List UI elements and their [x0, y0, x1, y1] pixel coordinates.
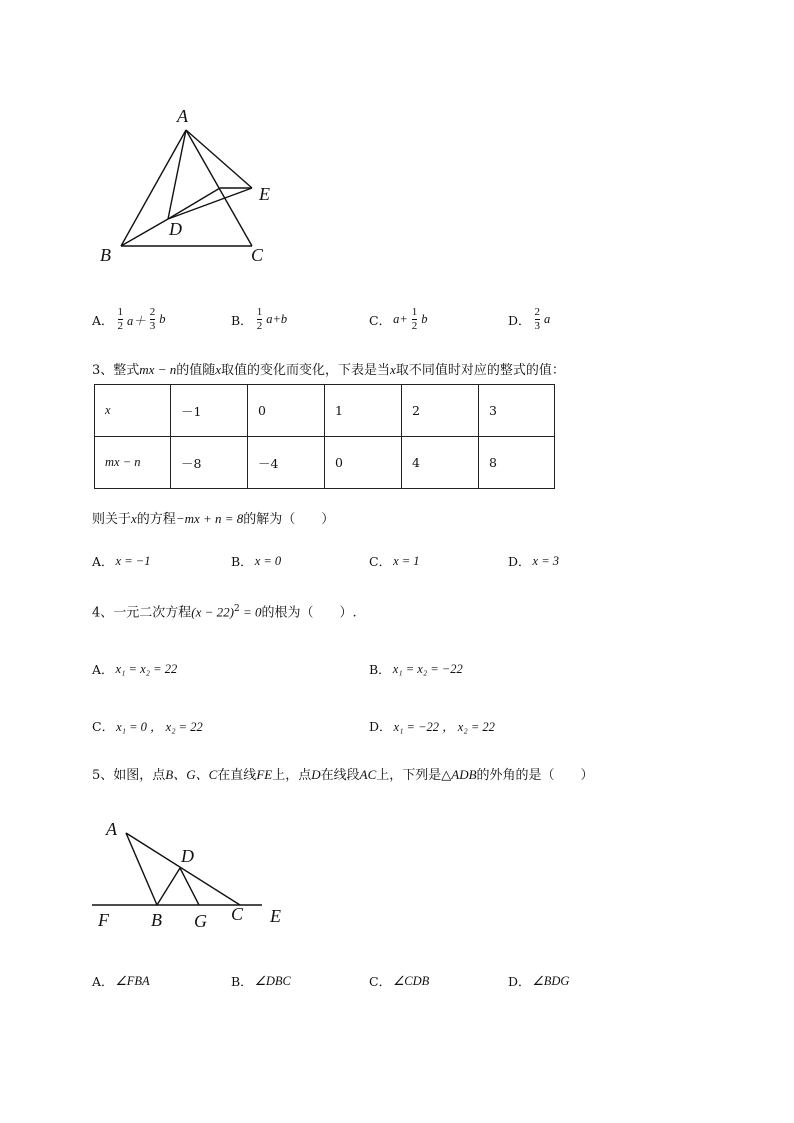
table-cell: 0 — [248, 385, 325, 437]
q5-stem: 5、如图，点B、G、C在直线FE上，点D在线段AC上，下列是△ADB的外角的是（ ） — [92, 767, 594, 783]
fraction: $\frac{1}{2}$ — [117, 306, 124, 332]
segment-ad — [168, 130, 186, 219]
segment-de — [168, 188, 252, 219]
table-header-x: x — [95, 385, 171, 437]
table-row — [95, 385, 555, 437]
q3-value-table — [94, 384, 555, 489]
label-g2: G — [194, 911, 207, 931]
label-e2: E — [270, 906, 281, 926]
q4-option-b[interactable]: B． x₁ = x₂ = −22 — [369, 661, 463, 677]
q2-option-c[interactable]: C． a+ $\frac{1}{2}$ b — [369, 306, 428, 332]
label-d2: D — [181, 846, 194, 866]
label-a: A — [177, 106, 188, 126]
table-cell: －8 — [171, 437, 248, 489]
table-cell: 2 — [402, 385, 479, 437]
table-cell: 0 — [325, 437, 402, 489]
label-e: E — [259, 184, 270, 204]
q3-option-c[interactable]: C． x = 1 — [369, 553, 420, 569]
q5-option-a[interactable]: A． ∠FBA — [92, 974, 150, 989]
table-row — [95, 437, 555, 489]
q5-option-b[interactable]: B． ∠DBC — [231, 974, 291, 989]
q2-option-d[interactable]: D． $\frac{2}{3}$ a — [508, 306, 551, 332]
table-cell: －1 — [171, 385, 248, 437]
q3-followup: 则关于x的方程−mx + n = 8的解为（ ） — [92, 511, 335, 527]
segment-bd2 — [157, 868, 180, 905]
q5-option-d[interactable]: D． ∠BDG — [508, 974, 570, 989]
q3-stem: 3、整式mx − n的值随x取值的变化而变化，下表是当x取不同值时对应的整式的值： — [92, 362, 565, 378]
table-cell: 3 — [479, 385, 555, 437]
segment-ab2 — [126, 833, 157, 905]
q4-option-a[interactable]: A． x₁ = x₂ = 22 — [92, 661, 178, 677]
fraction: $\frac{1}{2}$ — [256, 306, 263, 332]
q4-option-c[interactable]: C． x₁ = 0 ， x₂ = 22 — [92, 719, 203, 734]
q2-option-b[interactable]: B． $\frac{1}{2}$ a+b — [231, 306, 288, 332]
figure-line-fe — [0, 800, 794, 940]
fraction: $\frac{2}{3}$ — [534, 306, 541, 332]
label-f2: F — [98, 910, 109, 930]
q5-option-c[interactable]: C． ∠CDB — [369, 974, 430, 989]
segment-d-e-inner — [168, 188, 220, 219]
label-a2: A — [106, 819, 117, 839]
table-cell: －4 — [248, 437, 325, 489]
table-header-expr: mx − n — [95, 437, 171, 489]
table-cell: 1 — [325, 385, 402, 437]
fraction: $\frac{1}{2}$ — [411, 306, 418, 332]
q4-stem: 4、一元二次方程$(x - 22)^2 = 0$的根为（ ）. — [92, 604, 357, 621]
label-c2: C — [231, 904, 244, 924]
segment-ac2 — [126, 833, 240, 905]
q3-option-d[interactable]: D． x = 3 — [508, 553, 560, 569]
fraction: $\frac{2}{3}$ — [149, 306, 156, 332]
label-c: C — [251, 245, 264, 265]
q4-option-d[interactable]: D． x₁ = −22 ， x₂ = 22 — [369, 719, 495, 734]
label-b: B — [100, 245, 111, 265]
label-d: D — [169, 219, 182, 239]
label-b2: B — [151, 910, 162, 930]
figure-triangle-abcde — [0, 0, 794, 300]
table-cell: 4 — [402, 437, 479, 489]
q2-option-a[interactable]: A． $\frac{1}{2}$ a＋ $\frac{2}{3}$ b — [92, 306, 166, 332]
segment-ae — [186, 130, 252, 188]
q3-option-b[interactable]: B． x = 0 — [231, 553, 282, 569]
table-cell: 8 — [479, 437, 555, 489]
q3-option-a[interactable]: A． x = −1 — [92, 553, 151, 569]
